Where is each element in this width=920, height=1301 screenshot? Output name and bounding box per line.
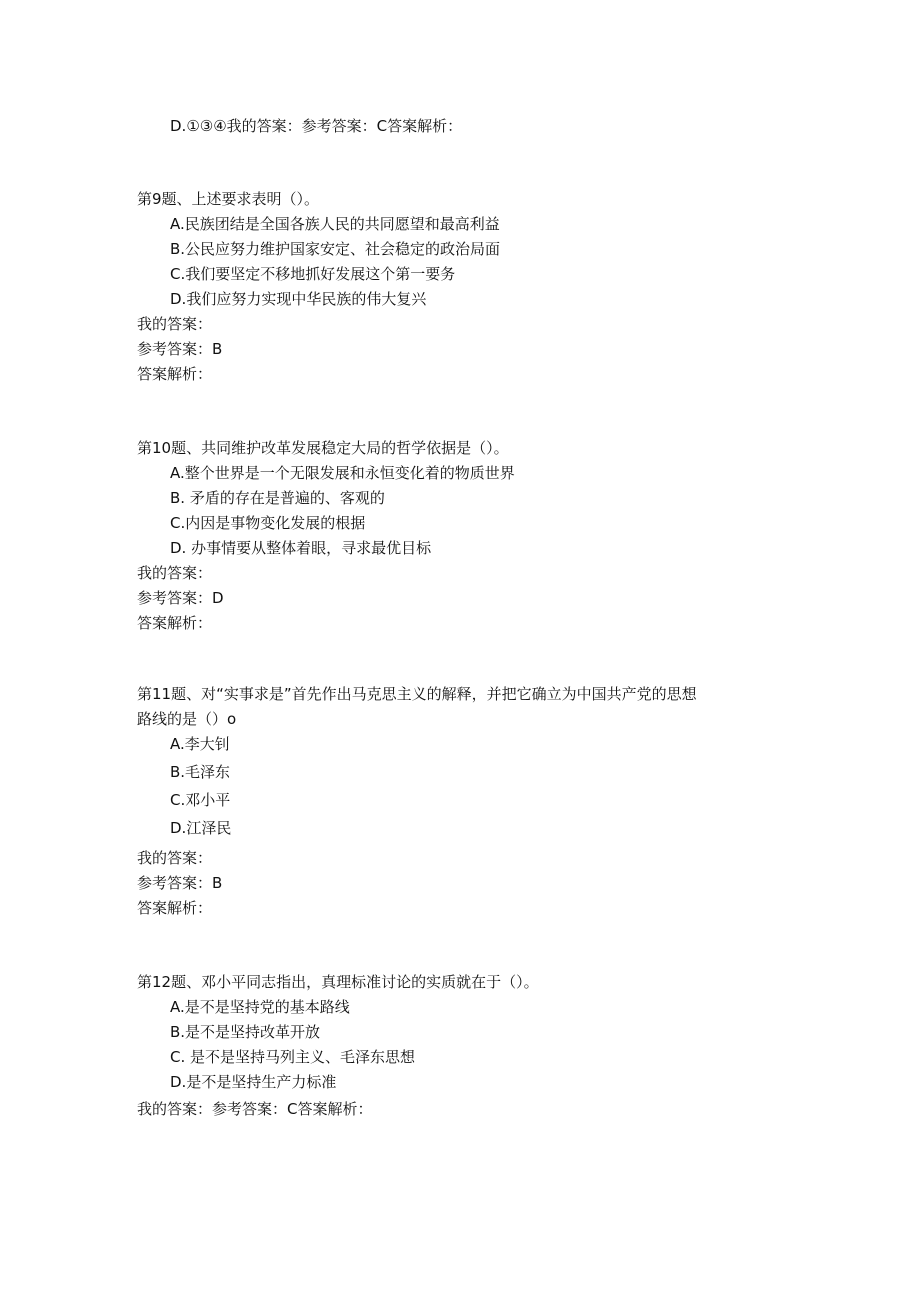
- q12-option-b: B.是不是坚持改革开放: [170, 1023, 321, 1041]
- q12-option-d: D.是不是坚持生产力标准: [170, 1073, 337, 1091]
- q9-option-c: C.我们要坚定不移地抓好发展这个第一要务: [170, 265, 456, 283]
- q9-option-d: D.我们应努力实现中华民族的伟大复兴: [170, 290, 427, 308]
- q9-option-a: A.民族团结是全国各族人民的共同愿望和最高利益: [170, 215, 500, 233]
- q11-analysis: 答案解析：: [137, 899, 213, 917]
- q11-stem-line2: 路线的是（）o: [137, 710, 237, 728]
- q9-analysis: 答案解析：: [137, 365, 213, 383]
- q12-stem: 第12题、邓小平同志指出，真理标准讨论的实质就在于（）。: [137, 973, 539, 991]
- q11-my-answer: 我的答案：: [137, 849, 213, 867]
- q10-option-d: D. 办事情要从整体着眼，寻求最优目标: [170, 539, 432, 557]
- q11-option-c: C.邓小平: [170, 791, 231, 809]
- q10-option-a: A.整个世界是一个无限发展和永恒变化着的物质世界: [170, 464, 515, 482]
- q9-stem: 第9题、上述要求表明（）。: [137, 190, 320, 208]
- q9-ref-answer: 参考答案：B: [137, 340, 223, 358]
- q10-option-b: B. 矛盾的存在是普遍的、客观的: [170, 489, 385, 507]
- top-answer-line: D.①③④我的答案：参考答案：C答案解析：: [170, 117, 463, 135]
- q11-option-b: B.毛泽东: [170, 763, 231, 781]
- q12-option-a: A.是不是坚持党的基本路线: [170, 998, 350, 1016]
- q10-stem: 第10题、共同维护改革发展稳定大局的哲学依据是（）。: [137, 439, 509, 457]
- q9-option-b: B.公民应努力维护国家安定、社会稳定的政治局面: [170, 240, 501, 258]
- q10-ref-answer: 参考答案：D: [137, 589, 224, 607]
- q12-option-c: C. 是不是坚持马列主义、毛泽东思想: [170, 1048, 416, 1066]
- q11-option-d: D.江泽民: [170, 819, 232, 837]
- q10-option-c: C.内因是事物变化发展的根据: [170, 514, 366, 532]
- q10-my-answer: 我的答案：: [137, 564, 213, 582]
- q11-ref-answer: 参考答案：B: [137, 874, 223, 892]
- q10-analysis: 答案解析：: [137, 614, 213, 632]
- q12-combined-answer: 我的答案：参考答案：C答案解析：: [137, 1100, 373, 1118]
- q11-stem-line1: 第11题、对“实事求是”首先作出马克思主义的解释，并把它确立为中国共产党的思想: [137, 685, 697, 703]
- q11-option-a: A.李大钊: [170, 735, 230, 753]
- q9-my-answer: 我的答案：: [137, 315, 213, 333]
